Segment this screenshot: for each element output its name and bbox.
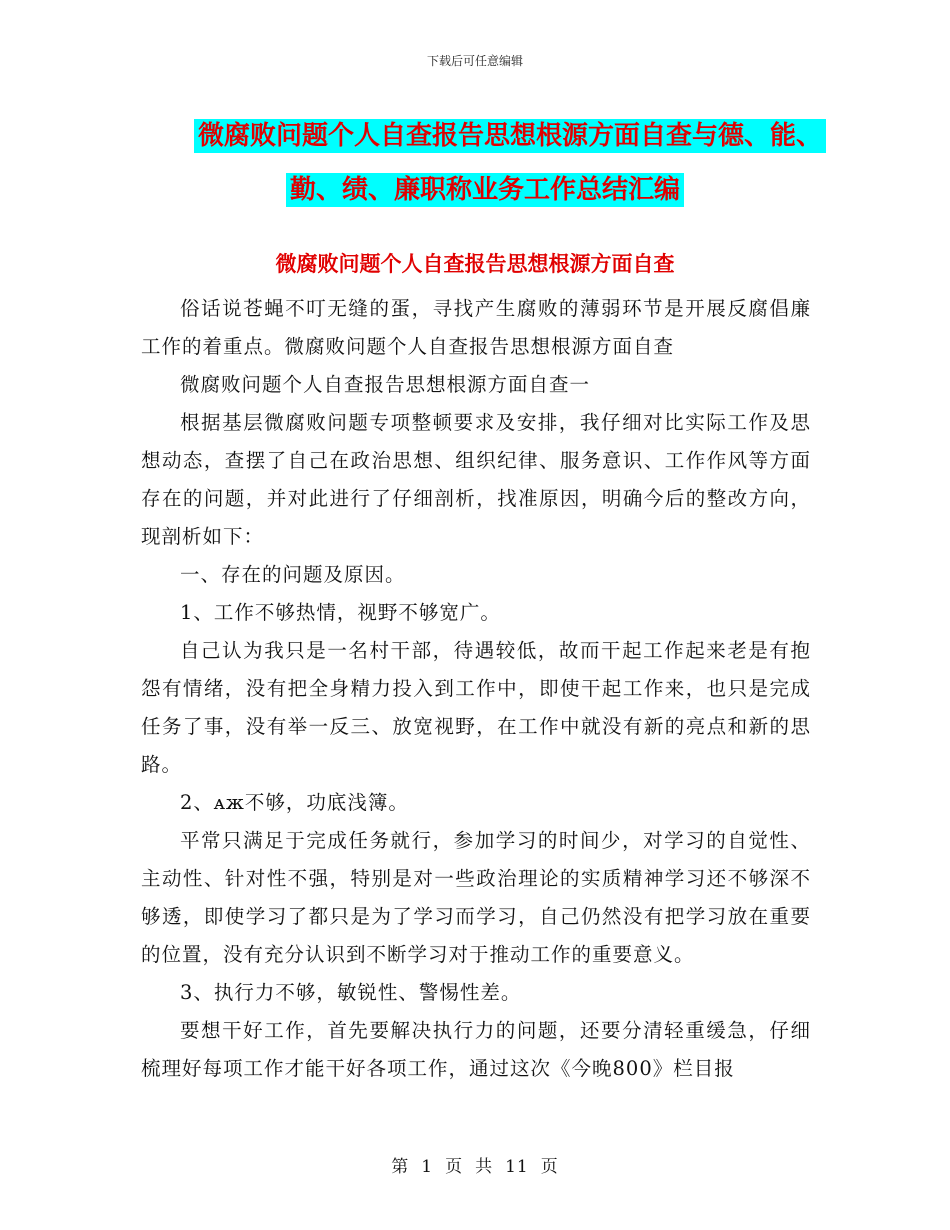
page-footer	[0, 1152, 950, 1177]
paragraph: 2、ᴀж不够，功底浅簿。	[180, 791, 409, 814]
footer-total-number: 11	[505, 1157, 529, 1177]
footer-total-unit: 页	[540, 1157, 559, 1177]
title-line-1-text: 微腐败问题个人自查报告思想根源方面自查与德、能、	[194, 119, 826, 153]
section-title: 微腐败问题个人自查报告思想根源方面自查	[275, 252, 675, 276]
paragraph: 要想干好工作，首先要解决执行力的问题，还要分清轻重缓急，仔细梳理好每项工作才能干好各项工作，通过这次《今晚800》栏目报	[141, 1019, 811, 1080]
paragraph: 自己认为我只是一名村干部，待遇较低，故而干起工作起来老是有抱怨有情绪，没有把全身精力投入到工作中，即使干起工作来，也只是完成任务了事，没有举一反三、放宽视野，在工作中就没有新的亮点和新的思路。	[141, 639, 811, 776]
title-line-2-text: 勤、绩、廉职称业务工作总结汇编	[286, 173, 684, 207]
paragraph: 微腐败问题个人自查报告思想根源方面自查一	[180, 373, 591, 396]
document-title	[140, 108, 830, 218]
footer-page-label: 第	[391, 1157, 410, 1177]
paragraph: 平常只满足于完成任务就行，参加学习的时间少，对学习的自觉性、主动性、针对性不强，特别是对一些政治理论的实质精神学习还不够深不够透，即使学习了都只是为了学习而学习，自己仍然没有把学习放在重要的位置，没有充分认识到不断学习对于推动工作的重要意义。	[141, 829, 811, 966]
paragraph: 一、存在的问题及原因。	[180, 563, 406, 586]
paragraph: 根据基层微腐败问题专项整顿要求及安排，我仔细对比实际工作及思想动态，查摆了自己在政治思想、组织纪律、服务意识、工作作风等方面存在的问题，并对此进行了仔细剖析，找准原因，明确今后的整改方向，现剖析如下：	[141, 411, 811, 548]
paragraph: 3、执行力不够，敏锐性、警惕性差。	[180, 981, 522, 1004]
paragraph: 俗话说苍蝇不叮无缝的蛋，寻找产生腐败的薄弱环节是开展反腐倡廉工作的着重点。微腐败问题个人自查报告思想根源方面自查	[141, 297, 811, 358]
footer-page-unit: 页	[445, 1157, 464, 1177]
paragraph: 1、工作不够热情，视野不够宽广。	[180, 601, 501, 624]
body-text	[141, 290, 811, 1088]
footer-total-label: 共	[475, 1157, 494, 1177]
title-line-2	[140, 162, 830, 218]
page-header: 下载后可任意编辑	[426, 54, 523, 68]
title-line-1	[140, 108, 830, 164]
footer-page-number: 1	[421, 1157, 434, 1177]
